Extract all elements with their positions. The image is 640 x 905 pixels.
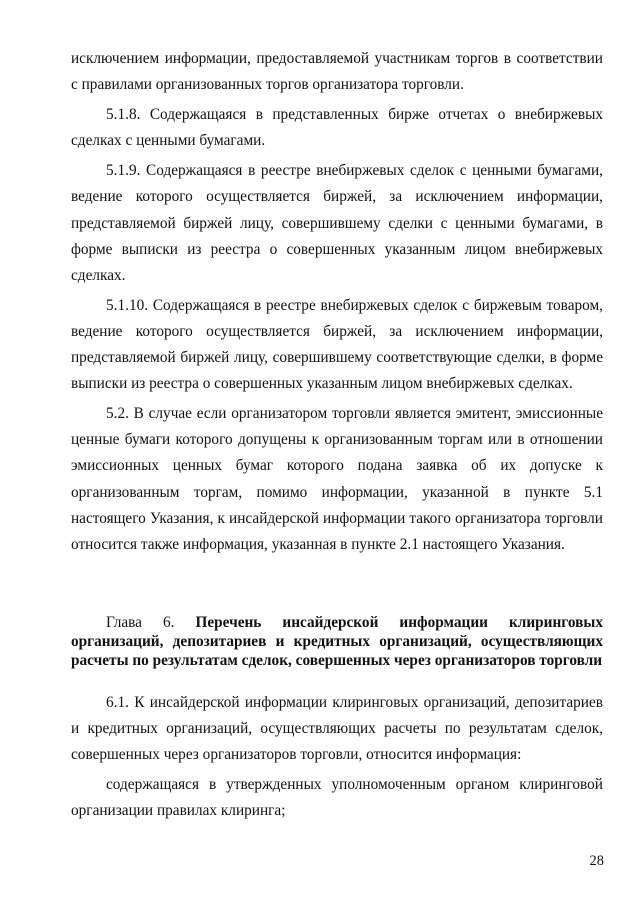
paragraph-5-1-9: 5.1.9. Содержащаяся в реестре внебиржевых сделок с ценными бумагами, ведение которого осуществляется биржей, за исключением информации, представляемой биржей лицу, совершившему сделки с ценными бумагами, в форме выписки из реестра о совершенных указанным лицом внебиржевых сделках.	[71, 162, 603, 284]
paragraph-5-2: 5.2. В случае если организатором торговли является эмитент, эмиссионные ценные бумаги которого допущены к организованным торгам или в отношении эмиссионных ценных бумаг которого подана заявка об их допуске к организованным торгам, помимо информации, указанной в пункте 5.1 настоящего Указания, к инсайдерской информации такого организатора торговли относится также информация, указанная в пункте 2.1 настоящего Указания.	[71, 405, 603, 553]
paragraph-list-item: содержащаяся в утвержденных уполномоченным органом клиринговой организации правилах клиринга;	[71, 776, 603, 820]
chapter-title: Перечень инсайдерской информации клиринговых организаций, депозитариев и кредитных организаций, осуществляющих расчеты по результатам сделок, совершенных через организаторов торговли	[71, 613, 603, 669]
paragraph-5-1-8: 5.1.8. Содержащаяся в представленных бирже отчетах о внебиржевых сделках с ценными бумагами.	[71, 106, 603, 150]
paragraph-5-1-10: 5.1.10. Содержащаяся в реестре внебиржевых сделок с биржевым товаром, ведение которого осуществляется биржей, за исключением информации, представляемой биржей лицу, совершившему соответствующие сделки, в форме выписки из реестра о совершенных указанным лицом внебиржевых сделках.	[71, 296, 603, 393]
document-body	[71, 46, 603, 824]
paragraph-continuation: исключением информации, предоставляемой участникам торгов в соответствии с правилами организованных торгов организатора торговли.	[71, 50, 603, 94]
page-number: 28	[589, 853, 604, 869]
paragraph-6-1: 6.1. К инсайдерской информации клиринговых организаций, депозитариев и кредитных организаций, осуществляющих расчеты по результатам сделок, совершенных через организаторов торговли, относится информация:	[71, 693, 603, 763]
chapter-number: Глава 6.	[106, 613, 175, 631]
chapter-heading	[71, 613, 603, 670]
